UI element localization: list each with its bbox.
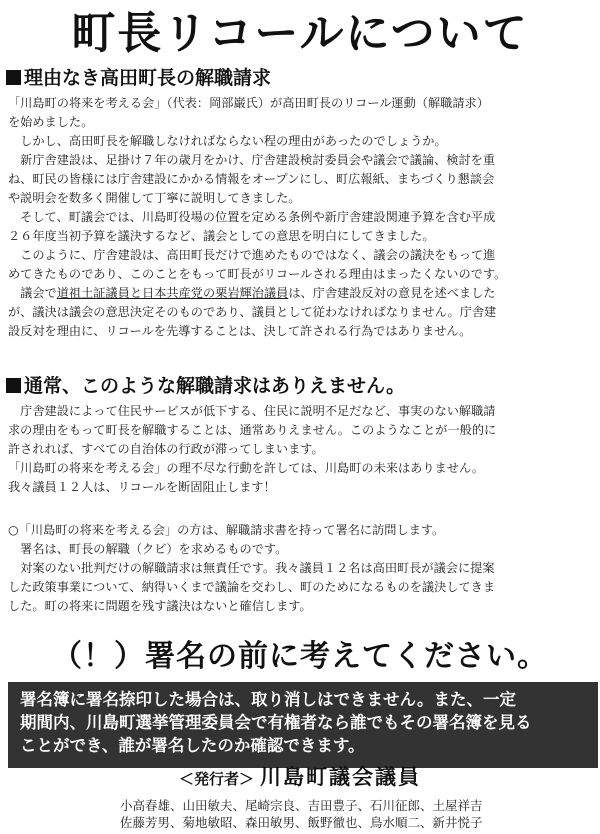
paragraph-line: 我々議員１２人は、リコールを断固阻止します！: [8, 480, 276, 494]
paragraph-line: そして、町議会では、川島町役場の位置を定める条例や新庁舎建設関連予算を含む平成: [8, 210, 496, 224]
square-bullet-icon: [6, 378, 21, 393]
paragraph-line: ね、町民の皆様には庁舎建設にかかる情報をオープンにし、町広報紙、まちづくり懇談会: [8, 172, 495, 186]
notice-line: ことができ、誰が署名したのか確認できます。: [20, 736, 365, 755]
square-bullet-icon: [6, 70, 21, 85]
line-suffix: は、庁舎建設反対の意見を述べました: [288, 286, 496, 300]
issuer-name: 川島町議会議員: [260, 765, 421, 789]
paragraph-line: 新庁舎建設は、足掛け７年の歳月をかけ、庁舎建設検討委員会や議会で議論、検討を重: [8, 153, 496, 167]
section2-heading: [6, 374, 405, 398]
notice-line: 署名簿に署名捺印した場合は、取り消しはできません。また、一定: [20, 690, 516, 709]
paragraph-line: このように、庁舎建設は、高田町長だけで進めたものではなく、議会の議決をもって進: [8, 248, 496, 262]
paragraph-line: 「川島町の将来を考える会」（代表：岡部巌氏）が高田町長のリコール運動（解職請求）: [8, 96, 489, 110]
section2-body-2: [8, 521, 586, 616]
paragraph-line: を始めました。: [8, 115, 94, 129]
section2-body: [8, 402, 586, 497]
notice-box: [8, 682, 598, 768]
section1-body: [8, 94, 586, 341]
line-prefix: 議会で: [8, 286, 57, 300]
paragraph-line: 庁舎建設によって住民サービスが低下する、住民に説明不足だなど、事実のない解職請: [8, 404, 496, 418]
section1-heading-text: 理由なき高田町長の解職請求: [24, 67, 272, 89]
member-list-line: 佐藤芳男、菊地敏昭、森田敏男、飯野徹也、鳥水順二、新井悦子: [120, 815, 483, 830]
paragraph-line: や説明会を数多く開催して丁寧に説明してきました。: [8, 191, 301, 205]
issuer: [0, 764, 600, 792]
member-list-line: 小高春雄、山田敏夫、尾崎宗良、吉田豊子、石川征郎、土屋祥吉: [120, 798, 483, 813]
notice-line: 期間内、川島町選挙管理委員会で有権者なら誰でもその署名簿を見る: [20, 713, 532, 732]
page-title: 町長リコールについて: [71, 8, 529, 59]
section1-heading: [6, 66, 271, 90]
paragraph-line: ２６年度当初予算を議決するなど、議会としての意思を明白にしてきました。: [8, 229, 435, 243]
paragraph-line: した政策事業について、納得いくまで議論を交わし、町のためになるものを議決してきま: [8, 580, 496, 594]
paragraph-line: 設反対を理由に、リコールを先導することは、決して許される行為ではありません。: [8, 324, 472, 338]
paragraph-line: [8, 284, 586, 303]
section2-heading-text: 通常、このような解職請求はありえません。: [24, 375, 406, 397]
paragraph-line: が、議決は議会の意思決定そのものであり、議員として従わなければなりません。庁舎建: [8, 305, 497, 319]
paragraph-line: 対案のない批判だけの解職請求は無責任です。我々議員１２名は高田町長が議会に提案: [8, 561, 495, 575]
paragraph-line: 「川島町の将来を考える会」の理不尽な行動を許しては、川島町の未来はありません。: [8, 461, 485, 475]
paragraph-line: めてきたものであり、このことをもって町長がリコールされる理由はまったくないのです。: [8, 267, 507, 281]
underlined-names: 道祖土証議員と日本共産党の栗岩輝治議員: [56, 286, 289, 300]
call-to-action: （！）署名の前に考えてください。: [52, 639, 548, 674]
paragraph-line: 署名は、町長の解職（クビ）を求めるものです。: [8, 542, 288, 556]
paragraph-line: した。町の将来に問題を残す議決はないと確信します。: [8, 599, 312, 613]
paragraph-line: 許されれば、すべての自治体の行政が滞ってしまいます。: [8, 442, 324, 456]
issuer-label: ＜発行者＞: [178, 770, 254, 788]
paragraph-line: しかし、高田町長を解職しなければならない程の理由があったのでしょうか。: [8, 134, 447, 148]
paragraph-line: 求の理由をもって町長を解職することは、通常ありえません。このようなことが一般的に: [8, 423, 497, 437]
paragraph-line: ○「川島町の将来を考える会」の方は、解職請求書を持って署名に訪問します。: [8, 523, 445, 537]
